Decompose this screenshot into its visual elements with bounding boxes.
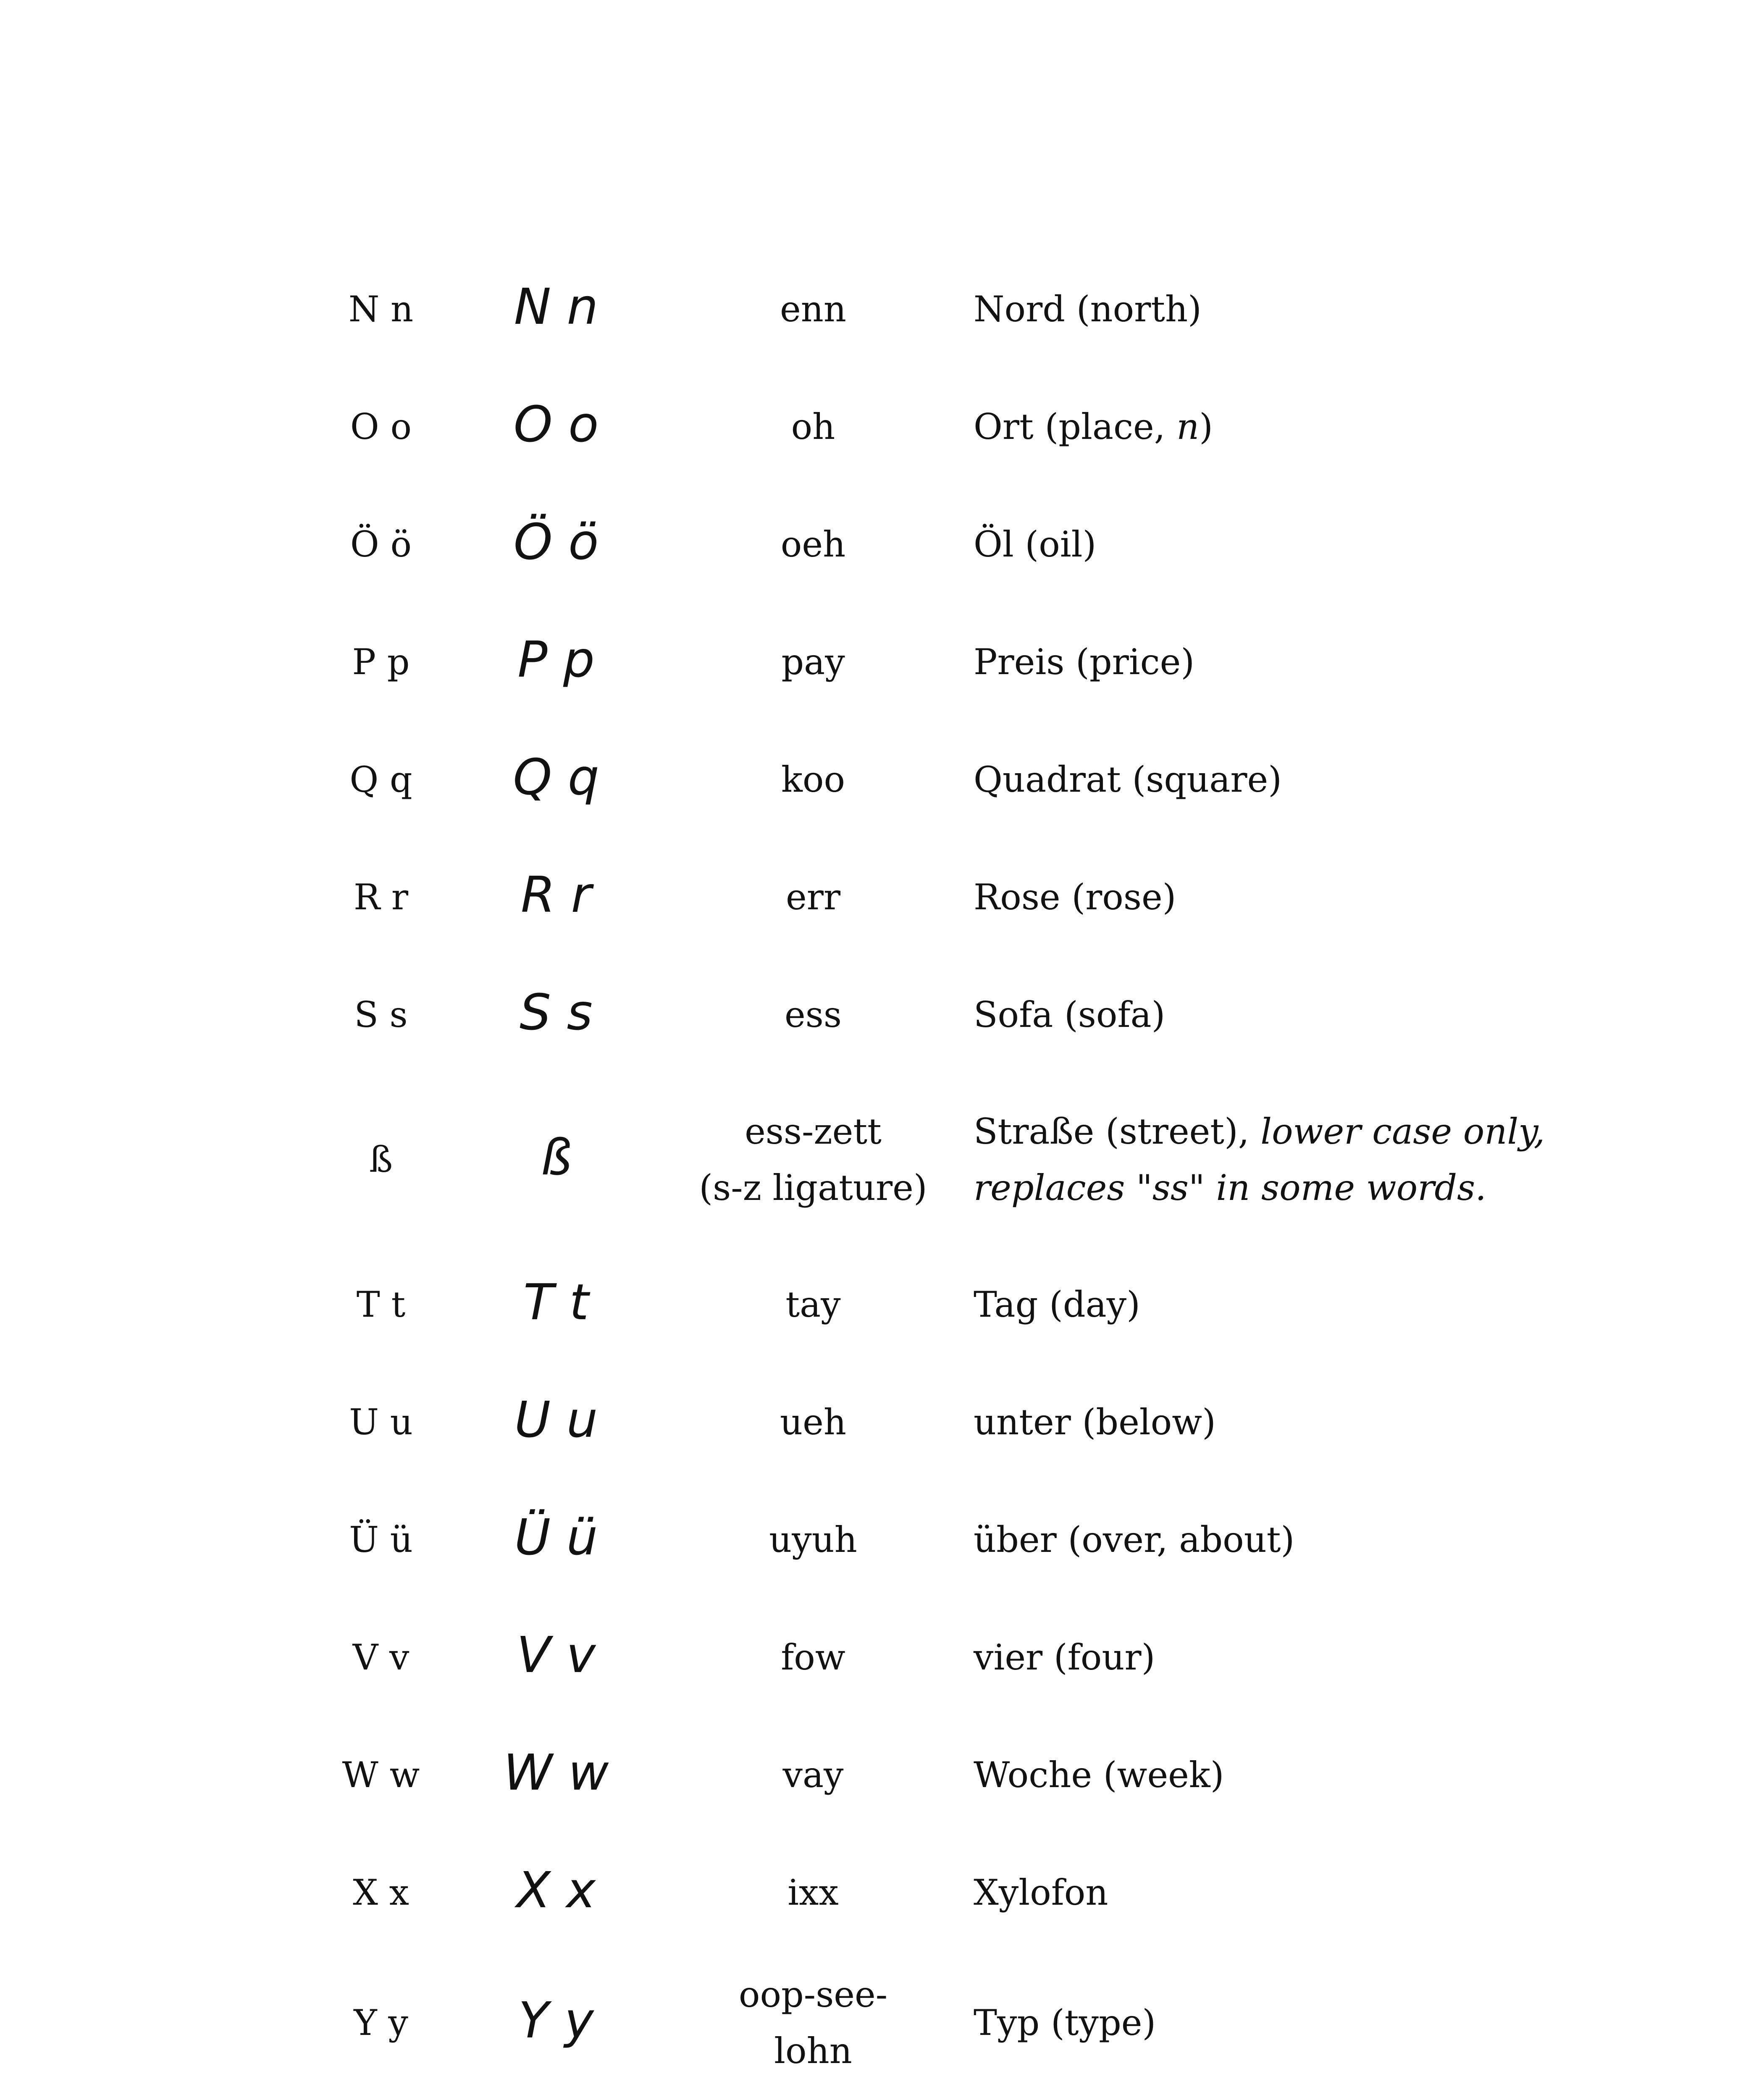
handwritten-letter-image	[489, 630, 623, 689]
table-row	[319, 1716, 1579, 1834]
table-row	[319, 838, 1579, 956]
pronunciation: fow	[781, 1636, 845, 1678]
printed-letter: Ü ü	[349, 1519, 413, 1560]
printed-letter: N n	[348, 288, 414, 330]
table-row	[319, 1074, 1579, 1246]
table-row	[319, 1246, 1579, 1363]
svg-text:N n: N n	[514, 278, 598, 336]
handwritten-letter	[443, 1743, 669, 1802]
example-word: Nord (north)	[974, 288, 1202, 330]
handwritten-letter	[443, 1626, 669, 1685]
table-row	[319, 721, 1579, 838]
table-row	[319, 368, 1579, 486]
example-word: Typ (type)	[974, 2002, 1156, 2043]
svg-text:R r: R r	[520, 866, 592, 924]
pronunciation: uyuh	[769, 1519, 857, 1560]
pronunciation-line: oop-see-	[738, 1974, 888, 2015]
example-text: Straße (street),	[974, 1110, 1261, 1152]
handwritten-letter-image	[489, 1391, 623, 1449]
handwritten-letter-image	[489, 1626, 623, 1685]
example-word	[957, 1103, 1579, 1216]
handwritten-letter-image	[489, 395, 623, 454]
table-row	[319, 486, 1579, 603]
svg-text:O o: O o	[513, 395, 599, 453]
printed-letter: T t	[356, 1284, 406, 1325]
pronunciation: oh	[791, 406, 835, 447]
handwritten-letter	[443, 1273, 669, 1332]
alphabet-table	[319, 250, 1579, 2100]
svg-text:ß: ß	[540, 1128, 572, 1186]
handwritten-letter-image	[489, 1508, 623, 1567]
example-word: über (over, about)	[974, 1519, 1295, 1560]
table-row	[319, 1834, 1579, 1951]
printed-letter: Q q	[349, 759, 412, 800]
example-close: )	[1199, 406, 1213, 447]
pronunciation: tay	[785, 1284, 841, 1325]
handwritten-letter-image	[489, 1273, 623, 1332]
svg-text:U u: U u	[514, 1391, 598, 1449]
svg-text:Q q: Q q	[513, 748, 599, 806]
printed-letter: V v	[352, 1636, 410, 1678]
printed-letter: Ö ö	[350, 523, 412, 565]
printed-letter: S s	[354, 994, 408, 1035]
printed-letter: W w	[342, 1754, 420, 1796]
example-word: Preis (price)	[974, 641, 1195, 682]
pronunciation: koo	[781, 759, 845, 800]
example-word: Woche (week)	[974, 1754, 1224, 1796]
handwritten-letter-image	[489, 278, 623, 336]
pronunciation: vay	[782, 1754, 844, 1796]
svg-text:Ü ü: Ü ü	[514, 1508, 598, 1566]
handwritten-letter	[443, 1861, 669, 1920]
printed-letter: P p	[352, 641, 410, 682]
pronunciation: ixx	[788, 1872, 839, 1913]
example-word: unter (below)	[974, 1401, 1216, 1443]
svg-text:P p: P p	[517, 630, 595, 688]
handwritten-letter	[443, 866, 669, 924]
handwritten-letter-image	[489, 1128, 623, 1187]
example-word	[957, 399, 1579, 455]
table-row	[319, 1599, 1579, 1716]
example-note: lower case only, replaces "ss" in some words.	[974, 1110, 1545, 1208]
handwritten-letter	[443, 1391, 669, 1449]
handwritten-letter-image	[489, 748, 623, 807]
handwritten-letter-image	[489, 1861, 623, 1920]
handwritten-letter-image	[489, 866, 623, 924]
pronunciation: pay	[781, 641, 845, 682]
example-word: Xylofon	[974, 1872, 1108, 1913]
handwritten-letter	[443, 395, 669, 454]
handwritten-letter	[443, 513, 669, 572]
handwritten-letter	[443, 748, 669, 807]
svg-text:X x: X x	[516, 1861, 596, 1919]
handwritten-letter	[443, 983, 669, 1042]
svg-text:S s: S s	[520, 983, 593, 1041]
pronunciation	[669, 1103, 957, 1216]
pronunciation	[669, 1966, 957, 2079]
table-row	[319, 603, 1579, 721]
handwritten-letter-image	[489, 983, 623, 1042]
table-row	[319, 1951, 1579, 2094]
example-word: Öl (oil)	[974, 523, 1097, 565]
printed-letter: R r	[353, 876, 409, 918]
pronunciation-line: ess-zett	[745, 1110, 882, 1152]
svg-text:V v: V v	[516, 1626, 596, 1684]
printed-letter: ß	[369, 1139, 393, 1180]
printed-letter: U u	[349, 1401, 413, 1443]
table-row	[319, 1481, 1579, 1599]
pronunciation: oeh	[780, 523, 846, 565]
handwritten-letter	[443, 1991, 669, 2050]
example-gender: n	[1176, 406, 1200, 447]
handwritten-letter-image	[489, 1991, 623, 2050]
pronunciation: ess	[785, 994, 842, 1035]
handwritten-letter	[443, 1128, 669, 1187]
table-row	[319, 956, 1579, 1074]
svg-text:Ö ö: Ö ö	[513, 513, 599, 571]
pronunciation-line: (s-z ligature)	[699, 1167, 927, 1208]
example-text: Ort (place,	[974, 406, 1177, 447]
handwritten-letter-image	[489, 1743, 623, 1802]
printed-letter: O o	[350, 406, 412, 447]
table-row	[319, 1363, 1579, 1481]
handwritten-letter	[443, 278, 669, 336]
pronunciation: err	[785, 876, 841, 918]
table-row	[319, 250, 1579, 368]
example-word: Quadrat (square)	[974, 759, 1282, 800]
svg-text:Y y: Y y	[518, 1991, 594, 2049]
example-word: Rose (rose)	[974, 876, 1176, 918]
pronunciation: enn	[780, 288, 846, 330]
printed-letter: Y y	[354, 2002, 408, 2043]
handwritten-letter	[443, 630, 669, 689]
example-word: Tag (day)	[974, 1284, 1140, 1325]
example-word: vier (four)	[974, 1636, 1155, 1678]
table-row	[319, 2094, 1579, 2100]
handwritten-letter-image	[489, 513, 623, 572]
example-word: Sofa (sofa)	[974, 994, 1166, 1035]
svg-text:T t: T t	[523, 1273, 589, 1331]
printed-letter: X x	[353, 1872, 409, 1913]
pronunciation-line: lohn	[774, 2030, 852, 2071]
svg-text:W w: W w	[503, 1743, 609, 1801]
handwritten-letter	[443, 1508, 669, 1567]
pronunciation: ueh	[780, 1401, 846, 1443]
